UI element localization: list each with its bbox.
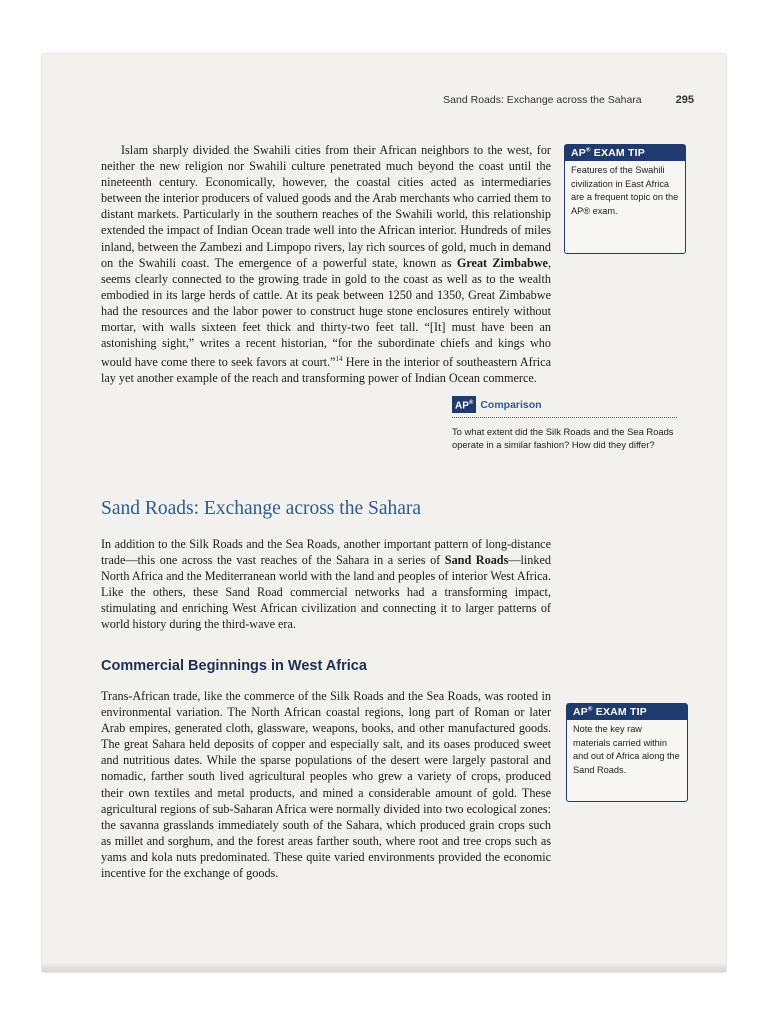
comparison-question: To what extent did the Silk Roads and the Sea Roads operate in a similar fashion? How did they differ? (452, 426, 674, 451)
intro-text-1: Islam sharply divided the Swahili cities from their African neighbors to the west, for neither the new religion nor Swahili culture penetrated much beyond the coast until the nineteenth century. Economically, however, the coastal cities acted as intermediaries between the interior producers of valued goods and the Arab merchants who carried them to distant markets. Particularly in the southern reaches of the Swahili world, this relationship extended the impact of Indian Ocean trade well into the African interior. Hundreds of miles inland, between the Zambezi and Limpopo rivers, lay rich sources of gold, much in demand on the Swahili coast. The emergence of a powerful state, known as (101, 143, 551, 270)
section-heading: Sand Roads: Exchange across the Sahara (101, 498, 422, 519)
ap-exam-tip-box-2 (566, 703, 688, 802)
page-number: 295 (675, 94, 694, 106)
footnote-ref: 14 (335, 355, 343, 364)
ap-comparison-box (452, 396, 677, 451)
book-page (42, 54, 726, 972)
ap-exam-tip-text-2: Note the key raw materials carried within and out of Africa along the Sand Roads. (573, 724, 680, 775)
section-text-2: —linked North Africa and the Mediterranean world with the land and peoples of interior West Africa. Like the others, these Sand Road commercial networks had a transforming impact, stimulating and enriching West African civilization and connecting it to larger patterns of world history during the third-wave era. (101, 553, 551, 632)
section-paragraph (101, 536, 551, 633)
ap-exam-tip-heading: AP® EXAM TIP (565, 145, 685, 161)
intro-paragraph (101, 142, 551, 386)
ap-badge: AP® (452, 396, 476, 413)
subsection-heading: Commercial Beginnings in West Africa (101, 658, 367, 674)
ap-exam-tip-text: Features of the Swahili civilization in East Africa are a frequent topic on the AP® exam. (571, 165, 679, 216)
running-title: Sand Roads: Exchange across the Sahara (443, 94, 642, 106)
intro-text-2: , seems clearly connected to the growing trade in gold to the coast as well as to the wealth embodied in its large herds of cattle. At its peak between 1250 and 1350, Great Zimbabwe had the resources and the labor power to construct huge stone enclosures entirely without mortar, with walls sixteen feet thick and thirty-two feet tall. “[It] must have been an astonishing sight,” writes a recent historian, “for the subordinate chiefs and kings who would have come there to seek favors at court.” (101, 255, 552, 370)
intro-text-3: Here in the interior of southeastern Africa lay yet another example of the reach and transforming power of Indian Ocean commerce. (101, 355, 551, 386)
subsection-paragraph: Trans-African trade, like the commerce of the Silk Roads and the Sea Roads, was rooted in environmental variation. The North African coastal regions, long part of Roman or later Arab empires, generated cloth, glassware, weapons, books, and other manufactured goods. The great Sahara held deposits of copper and especially salt, and its oases produced sweet and nutritious dates. While the sparse populations of the desert were largely pastoral and nomadic, farther south lived agricultural peoples who grew a variety of crops, produced their own textiles and metal products, and mined a considerable amount of gold. These agricultural regions of sub-Saharan Africa were normally divided into two ecological zones: the savanna grasslands immediately south of the Sahara, which produced grain crops such as millet and sorghum, and the forest areas farther south, where root and tree crops such as yams and kola nuts predominated. These quite varied environments provided the economic incentive for the exchange of goods. (101, 689, 551, 881)
ap-exam-tip-box (564, 144, 686, 254)
running-head (424, 94, 694, 106)
key-term-great-zimbabwe: Great Zimbabwe (456, 255, 548, 270)
comparison-title: Comparison (480, 398, 542, 411)
comparison-heading (452, 396, 677, 418)
section-text-1: In addition to the Silk Roads and the Sea Roads, another important pattern of long-distance trade—this one across the vast reaches of the Sahara in a series of (101, 537, 551, 568)
ap-exam-tip-heading-2: AP® EXAM TIP (567, 704, 687, 720)
key-term-sand-roads: Sand Roads (444, 553, 509, 568)
